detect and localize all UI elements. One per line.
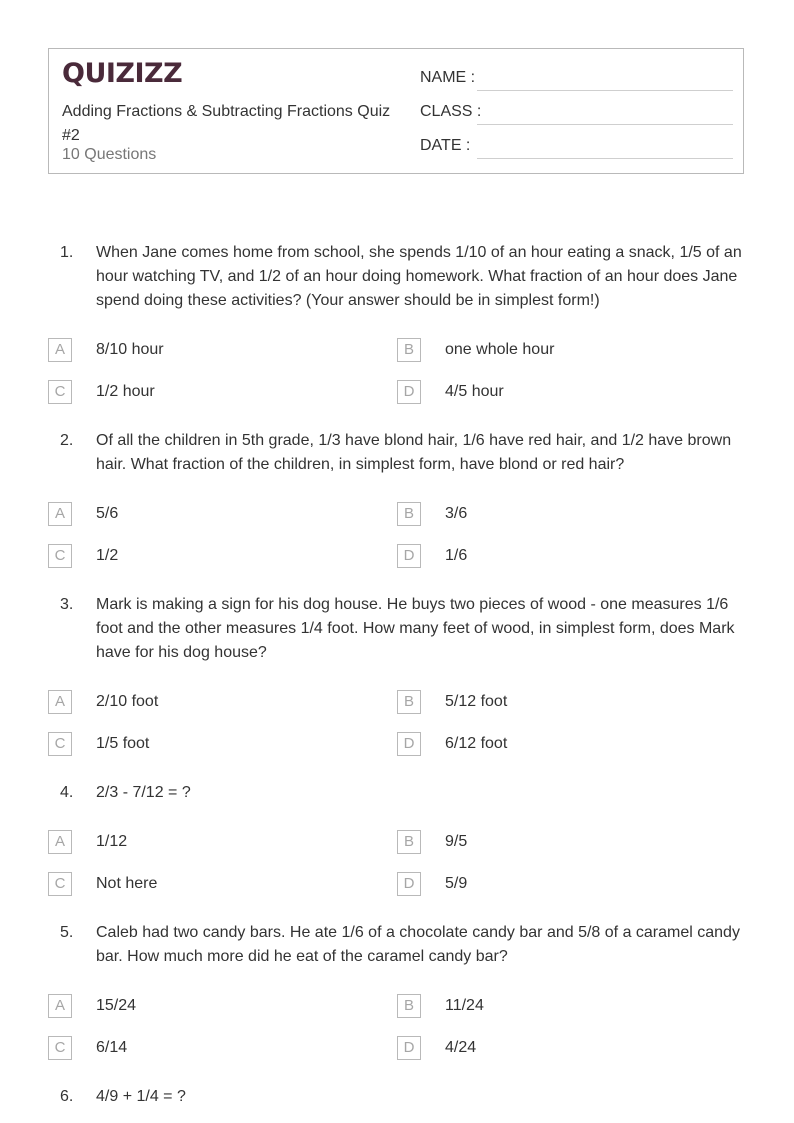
question-number: 4. bbox=[60, 784, 74, 801]
option-letter-box: D bbox=[397, 732, 421, 756]
quiz-title: Adding Fractions & Subtracting Fractions Quiz #2 bbox=[62, 103, 391, 144]
option-text: 6/12 foot bbox=[445, 735, 508, 752]
question-number: 3. bbox=[60, 596, 74, 613]
option-text: 5/12 foot bbox=[445, 693, 508, 710]
option-text: 3/6 bbox=[445, 505, 468, 522]
option-letter-box: A bbox=[48, 690, 72, 714]
option-text: 5/9 bbox=[445, 875, 468, 892]
option-text: 6/14 bbox=[96, 1039, 128, 1056]
question-number: 6. bbox=[60, 1088, 74, 1105]
option-letter-box: A bbox=[48, 830, 72, 854]
question-text: 4/9 + 1/4 = ? bbox=[96, 1088, 186, 1105]
option-letter-box: B bbox=[397, 502, 421, 526]
date-label: DATE : bbox=[420, 137, 471, 154]
option-text: 5/6 bbox=[96, 505, 119, 522]
option-text: 1/2 hour bbox=[96, 383, 155, 400]
option-letter-box: A bbox=[48, 502, 72, 526]
option-text: 1/5 foot bbox=[96, 735, 150, 752]
option-letter-box: D bbox=[397, 1036, 421, 1060]
class-line[interactable] bbox=[477, 124, 733, 125]
name-line[interactable] bbox=[477, 90, 733, 91]
option-letter-box: B bbox=[397, 994, 421, 1018]
option-letter-box: A bbox=[48, 994, 72, 1018]
option-letter-box: C bbox=[48, 732, 72, 756]
question-text: When Jane comes home from school, she spends 1/10 of an hour eating a snack, 1/5 of an hour watching TV, and 1/2 of an hour doing homework. What fraction of an hour does Jane spend doing these activities? (Your answer should be in simplest form!) bbox=[96, 244, 742, 309]
option-text: 8/10 hour bbox=[96, 341, 164, 358]
question-text: Mark is making a sign for his dog house. He buys two pieces of wood - one measures 1/6 foot and the other measures 1/4 foot. How many feet of wood, in simplest form, does Mark have for his dog house? bbox=[96, 596, 735, 661]
option-text: 1/12 bbox=[96, 833, 128, 850]
option-text: 11/24 bbox=[445, 997, 484, 1014]
question-text: 2/3 - 7/12 = ? bbox=[96, 784, 191, 801]
question-count: 10 Questions bbox=[62, 146, 157, 163]
option-letter-box: B bbox=[397, 690, 421, 714]
question-text: Of all the children in 5th grade, 1/3 have blond hair, 1/6 have red hair, and 1/2 have brown hair. What fraction of the children, in simplest form, have blond or red hair? bbox=[96, 432, 732, 473]
question-number: 1. bbox=[60, 244, 74, 261]
option-letter-box: D bbox=[397, 544, 421, 568]
option-letter-box: B bbox=[397, 338, 421, 362]
question-text: Caleb had two candy bars. He ate 1/6 of a chocolate candy bar and 5/8 of a caramel candy bar. How much more did he eat of the caramel candy bar? bbox=[96, 924, 740, 965]
option-text: 9/5 bbox=[445, 833, 468, 850]
option-letter-box: D bbox=[397, 380, 421, 404]
option-letter-box: D bbox=[397, 872, 421, 896]
option-letter-box: B bbox=[397, 830, 421, 854]
option-text: 15/24 bbox=[96, 997, 137, 1014]
question-number: 5. bbox=[60, 924, 74, 941]
option-letter-box: C bbox=[48, 872, 72, 896]
option-text: 1/6 bbox=[445, 547, 468, 564]
option-letter-box: C bbox=[48, 1036, 72, 1060]
quizizz-logo: QUIZIZZ bbox=[62, 58, 183, 89]
option-text: 4/24 bbox=[445, 1039, 477, 1056]
name-label: NAME : bbox=[420, 69, 476, 86]
option-text: 4/5 hour bbox=[445, 383, 504, 400]
question-number: 2. bbox=[60, 432, 74, 449]
class-label: CLASS : bbox=[420, 103, 482, 120]
option-letter-box: A bbox=[48, 338, 72, 362]
option-text: 1/2 bbox=[96, 547, 119, 564]
option-text: Not here bbox=[96, 875, 158, 892]
option-text: one whole hour bbox=[445, 341, 555, 358]
option-letter-box: C bbox=[48, 380, 72, 404]
option-text: 2/10 foot bbox=[96, 693, 159, 710]
date-line[interactable] bbox=[477, 158, 733, 159]
quiz-header bbox=[48, 48, 744, 174]
option-letter-box: C bbox=[48, 544, 72, 568]
